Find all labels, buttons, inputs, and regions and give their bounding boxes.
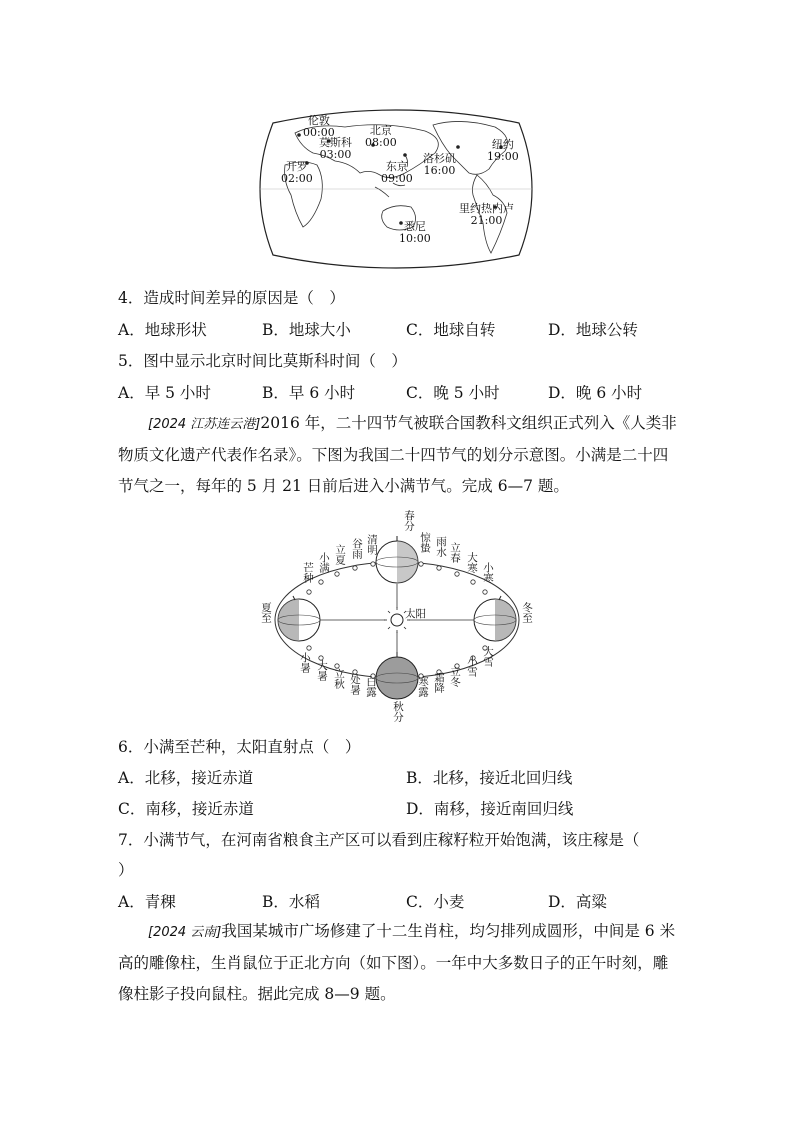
city-label-los-angeles: 洛杉矶 16:00 [423,152,456,177]
city-label-moscow: 莫斯科 03:00 [319,136,352,161]
passage-2 [118,916,678,1010]
passage-2-source: [2024 云南] [148,925,222,940]
city-label-rio: 里约热内卢 21:00 [459,202,514,227]
passage-1 [118,408,678,502]
city-label-london: 伦敦 00:00 [303,114,335,139]
term-yushui: 雨水 [435,536,447,557]
passage-1-source: [2024 江苏连云港] [148,417,261,432]
q7-option-d[interactable]: D．高粱 [548,893,607,911]
term-xiaohan: 小寒 [482,562,494,583]
term-mangzhong: 芒种 [302,562,314,583]
city-label-tokyo: 东京 09:00 [381,160,413,185]
term-lidong: 立冬 [449,666,461,687]
term-lichun: 立春 [449,542,461,563]
world-time-map [255,103,537,275]
passage-2-text: 我国某城市广场修建了十二生肖柱，均匀排列成圆形，中间是 6 米高的雕像柱，生肖鼠位于正北方向（如下图）。一年中大多数日子的正午时刻，雕像柱影子投向鼠柱。据此完成 8—9 题。 [118,922,676,1003]
q6-option-c[interactable]: C．南移，接近赤道 [118,800,254,818]
q4-option-a[interactable]: A．地球形状 [118,321,207,339]
city-label-beijing: 北京 08:00 [365,124,397,149]
question-7-stem-continued: ） [118,861,134,879]
earth-spring-equinox-icon [376,536,418,583]
q7-option-b[interactable]: B．水稻 [262,893,320,911]
passage-1-text: 2016 年，二十四节气被联合国教科文组织正式列入《人类非物质文化遗产代表作名录》。下图为我国二十四节气的划分示意图。小满是二十四节气之一，每年的 5 月 21 日前后进入小满节气。完成 6—7 题。 [118,414,677,495]
term-xiazhi: 夏至 [260,602,272,623]
term-hanlu: 寒露 [417,676,429,697]
earth-winter-solstice-icon [474,596,516,641]
term-bailu: 白露 [365,676,377,697]
term-qingming: 清明 [366,534,378,555]
term-chushu: 处暑 [349,674,361,695]
question-4-stem: 4．造成时间差异的原因是（ ） [118,289,345,307]
q4-option-d[interactable]: D．地球公转 [548,321,638,339]
term-xiaoxue: 小雪 [466,656,478,677]
q7-option-a[interactable]: A．青稞 [118,893,176,911]
q6-option-b[interactable]: B．北移，接近北回归线 [406,769,573,787]
sun-label: 太阳 [405,608,426,620]
term-dashu: 大暑 [316,660,328,681]
city-label-new-york: 纽约 19:00 [487,138,519,163]
term-liqiu: 立秋 [333,668,345,689]
solar-terms-diagram [255,506,540,724]
q4-option-c[interactable]: C．地球自转 [406,321,496,339]
term-shuangjiang: 霜降 [433,672,445,693]
question-7-stem: 7．小满节气，在河南省粮食主产区可以看到庄稼籽粒开始饱满，该庄稼是（ [118,831,640,849]
term-xiaoman: 小满 [318,552,330,573]
term-chunfen: 春分 [403,509,415,531]
q7-option-c[interactable]: C．小麦 [406,893,465,911]
q6-option-a[interactable]: A．北移，接近赤道 [118,769,254,787]
city-label-cairo: 开罗 02:00 [281,160,313,185]
question-5-stem: 5．图中显示北京时间比莫斯科时间（ ） [118,352,407,370]
city-label-sydney: 悉尼 10:00 [399,220,431,245]
q4-option-b[interactable]: B．地球大小 [262,321,351,339]
term-daxue: 大雪 [482,646,494,667]
question-6-stem: 6．小满至芒种，太阳直射点（ ） [118,738,361,756]
term-qiufen: 秋分 [392,701,404,722]
q6-option-d[interactable]: D．南移，接近南回归线 [406,800,574,818]
q5-option-c[interactable]: C．晚 5 小时 [406,384,500,402]
term-jingzhe: 惊蛰 [419,532,431,553]
earth-summer-solstice-icon [278,596,320,641]
term-dongzhi: 冬至 [521,602,533,623]
earth-autumn-equinox-icon [376,652,418,699]
orbit-graphic [255,506,540,724]
q5-option-d[interactable]: D．晚 6 小时 [548,384,643,402]
q5-option-b[interactable]: B．早 6 小时 [262,384,356,402]
term-lixia: 立夏 [334,544,346,565]
q5-option-a[interactable]: A．早 5 小时 [118,384,211,402]
term-guyu: 谷雨 [351,538,363,559]
term-xiaoshu: 小暑 [299,652,311,673]
term-dahan: 大寒 [466,552,478,573]
